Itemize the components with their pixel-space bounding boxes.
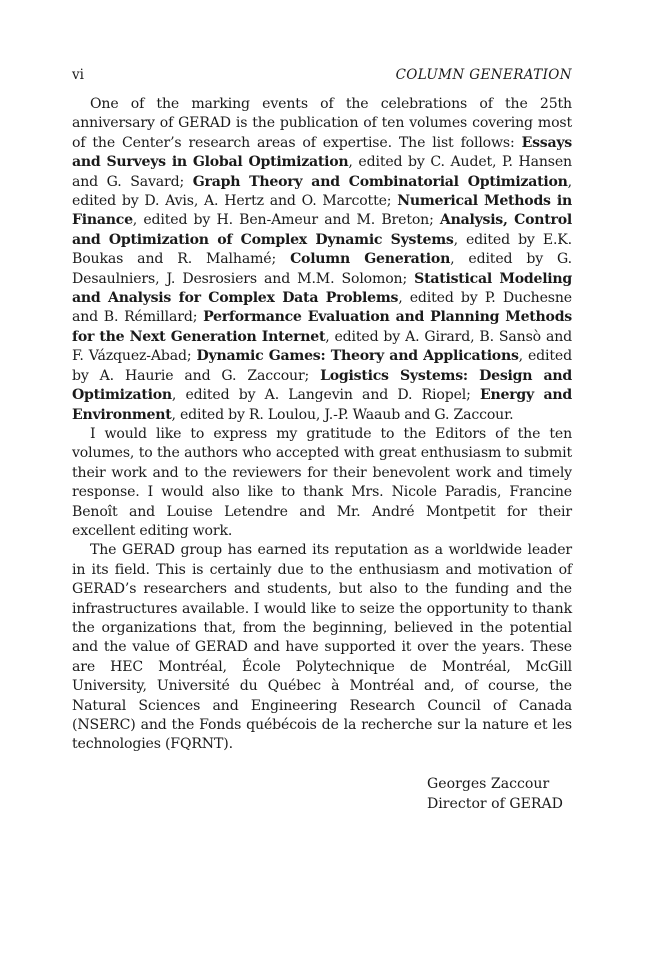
text-run: , edited by H. Ben-Ameur and M. Breton; — [132, 212, 440, 229]
signature-name: Georges Zaccour — [427, 775, 550, 792]
volume-title: Logistics Systems: Design and Optimization — [72, 367, 572, 404]
body-text — [72, 95, 572, 755]
running-head — [72, 66, 572, 84]
paragraph-acknowledgements: I would like to express my gratitude to the Editors of the ten volumes, to the authors who accepted with great enthusiasm to submit their work and to the reviewers for their benevolent work and timely response. I would also like to thank Mrs. Nicole Paradis, Francine Benoît and Louise Letendre and Mr. André Montpetit for their excellent editing work. — [72, 425, 572, 539]
signature-title: Director of GERAD — [427, 796, 563, 813]
text-run: , edited by R. Loulou, J.-P. Waaub and G. Zaccour. — [171, 406, 514, 423]
page — [72, 66, 572, 815]
text-run: , edited by E.K. Boukas and R. Malhamé; — [72, 231, 573, 268]
text-run: , edited by P. Duchesne and B. Rémillard; — [72, 290, 572, 326]
text-run: , edited by A. Langevin and D. Riopel; — [171, 387, 480, 404]
signature — [427, 774, 572, 815]
volume-title: Statistical Modeling and Analysis for Complex Data Problems — [72, 270, 573, 307]
volume-title: Analysis, Control and Optimization of Complex Dynamic Systems — [72, 212, 572, 248]
text-run: , edited by C. Audet, P. Hansen and G. Savard; — [72, 154, 572, 190]
paragraph-volumes — [72, 95, 572, 425]
running-title: COLUMN GENERATION — [395, 67, 572, 83]
volume-title: Graph Theory and Combinatorial Optimization — [192, 173, 568, 190]
volume-title: Dynamic Games: Theory and Applications — [196, 348, 519, 365]
volume-title: Essays and Surveys in Global Optimization — [72, 134, 572, 171]
volume-title: Column Generation — [290, 251, 451, 268]
text-run: , edited by A. Haurie and G. Zaccour; — [72, 348, 572, 384]
text-run: , edited by G. Desaulniers, J. Desrosiers and M.M. Solomon; — [72, 251, 572, 287]
volume-title: Energy and Environment — [72, 387, 572, 423]
volume-title: Numerical Methods in Finance — [72, 193, 572, 229]
paragraph-gerad-group: The GERAD group has earned its reputation as a worldwide leader in its field. This is certainly due to the enthusiasm and motivation of GERAD’s researchers and students, but also to the funding and the infrastructures available. I would like to seize the opportunity to thank the organizations that, from the beginning, believed in the potential and the value of GERAD and have supported it over the years. These are HEC Montréal, École Polytechnique de Montréal, McGill University, Université du Québec à Montréal and, of course, the Natural Sciences and Engineering Research Council of Canada (NSERC) and the Fonds québécois de la recherche sur la nature et les technologies (FQRNT). — [72, 542, 572, 753]
text-run: , edited by A. Girard, B. Sansò and F. Vázquez-Abad; — [72, 328, 572, 365]
page-number: vi — [72, 67, 84, 83]
volume-title: Performance Evaluation and Planning Methods for the Next Generation Internet — [72, 309, 572, 345]
text-run: , edited by D. Avis, A. Hertz and O. Marcotte; — [72, 173, 572, 210]
text-run: One of the marking events of the celebrations of the 25th anniversary of GERAD is the publication of ten volumes covering most of the Center’s research areas of expertise. The list follows: — [72, 96, 572, 151]
